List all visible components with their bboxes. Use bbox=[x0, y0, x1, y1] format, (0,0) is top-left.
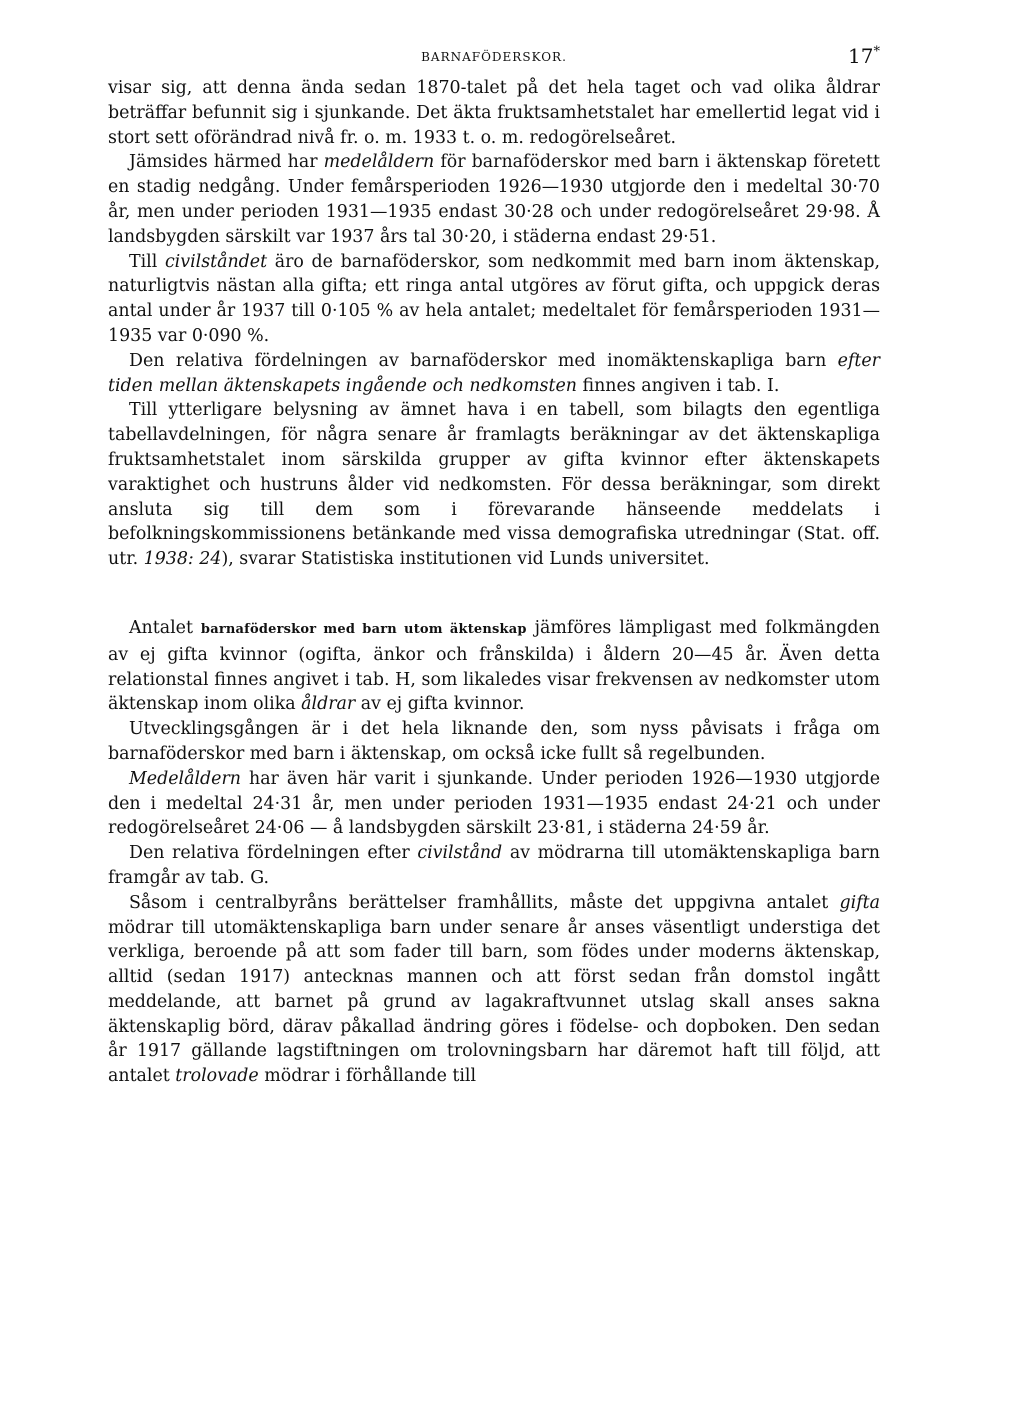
paragraph bbox=[108, 150, 880, 249]
paragraph-text: ), svarar Statistiska institutionen vid Lunds universitet. bbox=[221, 549, 710, 570]
paragraph-text: Utvecklingsgången är i det hela liknande den, som nyss påvisats i fråga om barnaföderskor med barn i äktenskap, om också icke fullt så regelbunden. bbox=[108, 719, 880, 764]
paragraph bbox=[108, 891, 880, 1089]
paragraph-text: äro de barnaföderskor, som nedkommit med barn inom äktenskap, naturligtvis nästan alla gifta; ett ringa antal utgöres av förut gifta, och uppgick deras antal under år 1937 till 0·105 % av hela antalet; medeltalet för femårsperioden 1931—1935 var 0·090 %. bbox=[108, 251, 880, 346]
emphasis-text: efter tiden mellan äktenskapets ingående och nedkomsten bbox=[108, 350, 880, 396]
paragraph-text: av mödrarna till utomäktenskapliga barn framgår av tab. G. bbox=[108, 843, 880, 888]
document-page bbox=[108, 40, 880, 1089]
page-number-mark: * bbox=[873, 44, 880, 60]
paragraph-text: Jämsides härmed har bbox=[129, 152, 324, 173]
bold-term: barnaföderskor med barn utom äktenskap bbox=[200, 621, 527, 637]
page-number-value: 17 bbox=[848, 44, 874, 68]
paragraph-text: Den relativa fördelningen av barnaföderskor med inomäktenskapliga barn bbox=[129, 350, 838, 371]
paragraph bbox=[108, 717, 880, 767]
emphasis-text: Medelåldern bbox=[129, 768, 241, 789]
paragraph-text: Antalet bbox=[129, 617, 201, 638]
paragraph-text: Till ytterligare belysning av ämnet hava i en tabell, som bilagts den egentliga tabellavdelningen, för några senare år framlagts beräkningar av det äktenskapliga fruktsamhetstalet inom särskilda grupper av gifta kvinnor efter äktenskapets varaktighet och hustruns ålder vid nedkomsten. För dessa beräkningar, som direkt ansluta sig till dem som i förevarande hänseende meddelats i befolkningskommissionens betänkande med vissa demografiska utredningar (Stat. off. utr. bbox=[108, 400, 880, 570]
paragraph-text: Till bbox=[129, 251, 165, 272]
paragraph-text: jämföres lämpligast med folkmängden av ej gifta kvinnor (ogifta, änkor och frånskilda) i åldern 20—45 år. Även detta relationstal finnes angivet i tab. H, som likaledes visar frekvensen av nedkomster utom äktenskap inom olika bbox=[108, 617, 880, 715]
paragraph-text: finnes angiven i tab. I. bbox=[576, 375, 780, 396]
paragraph-text: Den relativa fördelningen efter bbox=[129, 843, 418, 864]
paragraph bbox=[108, 398, 880, 572]
emphasis-text: 1938: 24 bbox=[143, 549, 222, 570]
emphasis-text: åldrar bbox=[301, 694, 356, 715]
paragraph bbox=[108, 841, 880, 891]
page-header bbox=[108, 40, 880, 76]
paragraph-text: har även här varit i sjunkande. Under perioden 1926—1930 utgjorde den i medeltal 24·31 år, men under perioden 1931—1935 endast 24·21 och under redogörelseåret 24·06 — å landsbygden särskilt 23·81, i städerna 24·59 år. bbox=[108, 768, 880, 839]
emphasis-text: civilstånd bbox=[417, 843, 503, 864]
emphasis-text: gifta bbox=[839, 892, 880, 913]
paragraph-text: mödrar till utomäktenskapliga barn under senare år anses väsentligt understiga det verkliga, beroende på att som fader till barn, som födes under moderns äktenskap, alltid (sedan 1917) antecknas mannen och att först sedan från domstol ingått meddelande, att barnet på grund av lagakraftvunnet utslag skall anses sakna äktenskaplig börd, därav påkallad ändring göres i födelse- och dopboken. Den sedan år 1917 gällande lagstiftningen om trolovningsbarn har däremot haft till följd, att antalet bbox=[108, 917, 880, 1087]
paragraph bbox=[108, 767, 880, 841]
running-title: BARNAFÖDERSKOR. bbox=[421, 50, 567, 64]
paragraph-text: visar sig, att denna ända sedan 1870-talet på det hela taget och vad olika åldrar beträffar befunnit sig i sjunkande. Det äkta fruktsamhetstalet har emellertid legat vid i stort sett oförändrad nivå fr. o. m. 1933 t. o. m. redogörelseåret. bbox=[108, 78, 880, 148]
paragraph-text: av ej gifta kvinnor. bbox=[355, 694, 525, 715]
emphasis-text: civilståndet bbox=[164, 251, 268, 272]
paragraph-text: mödrar i förhållande till bbox=[258, 1066, 477, 1087]
paragraph-text: Såsom i centralbyråns berättelser framhållits, måste det uppgivna antalet bbox=[129, 892, 840, 913]
section-gap bbox=[108, 572, 880, 616]
paragraph bbox=[108, 616, 880, 717]
paragraph bbox=[108, 250, 880, 349]
emphasis-text: medelåldern bbox=[323, 152, 435, 173]
paragraph bbox=[108, 349, 880, 399]
emphasis-text: trolovade bbox=[175, 1066, 259, 1087]
paragraph-text: för barnaföderskor med barn i äktenskap företett en stadig nedgång. Under femårsperioden 1926—1930 utgjorde den i medeltal 30·70 år, men under perioden 1931—1935 endast 30·28 och under redogörelseåret 29·98. Å landsbygden särskilt var 1937 års tal 30·20, i städerna endast 29·51. bbox=[108, 152, 880, 247]
page-number bbox=[848, 44, 880, 68]
paragraph bbox=[108, 76, 880, 150]
